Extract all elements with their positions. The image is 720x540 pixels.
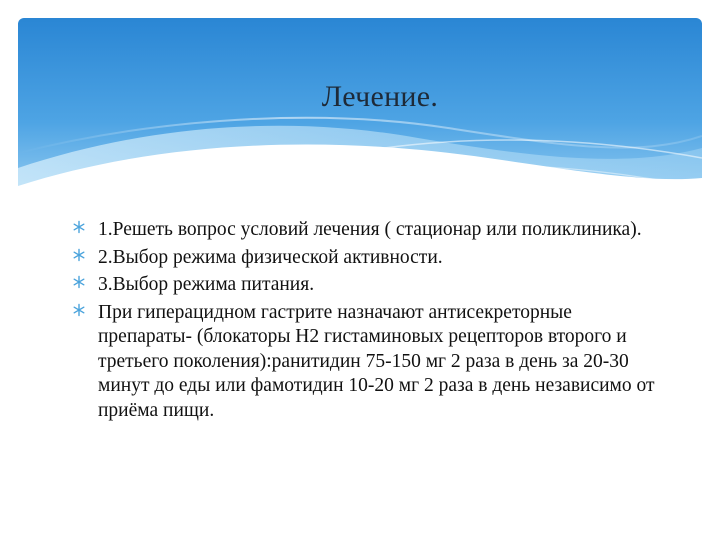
asterisk-icon xyxy=(72,303,86,317)
list-item xyxy=(72,273,662,298)
header-banner xyxy=(18,18,702,208)
asterisk-icon xyxy=(72,220,86,234)
asterisk-icon xyxy=(72,275,86,289)
bullet-list xyxy=(72,218,662,426)
bullet-text: 2.Выбор режима физической активности. xyxy=(98,246,443,268)
bullet-text: 1.Решеть вопрос условий лечения ( стационар или поликлиника). xyxy=(98,219,642,240)
list-item xyxy=(72,218,662,243)
list-item xyxy=(72,301,662,424)
asterisk-icon xyxy=(72,248,86,262)
bullet-text: 3.Выбор режима питания. xyxy=(98,274,315,295)
list-item xyxy=(72,246,662,271)
slide-title: Лечение. xyxy=(321,80,439,113)
bullet-text: При гиперацидном гастрите назначают антисекреторные препараты- (блокаторы Н2 гистаминовых рецепторов второго и третьего поколения):ранитидин 75-150 мг 2 раза в день за 20-30 минут до еды или фамотидин 10-20 мг 2 раза в день независимо от приёма пищи. xyxy=(98,301,655,421)
